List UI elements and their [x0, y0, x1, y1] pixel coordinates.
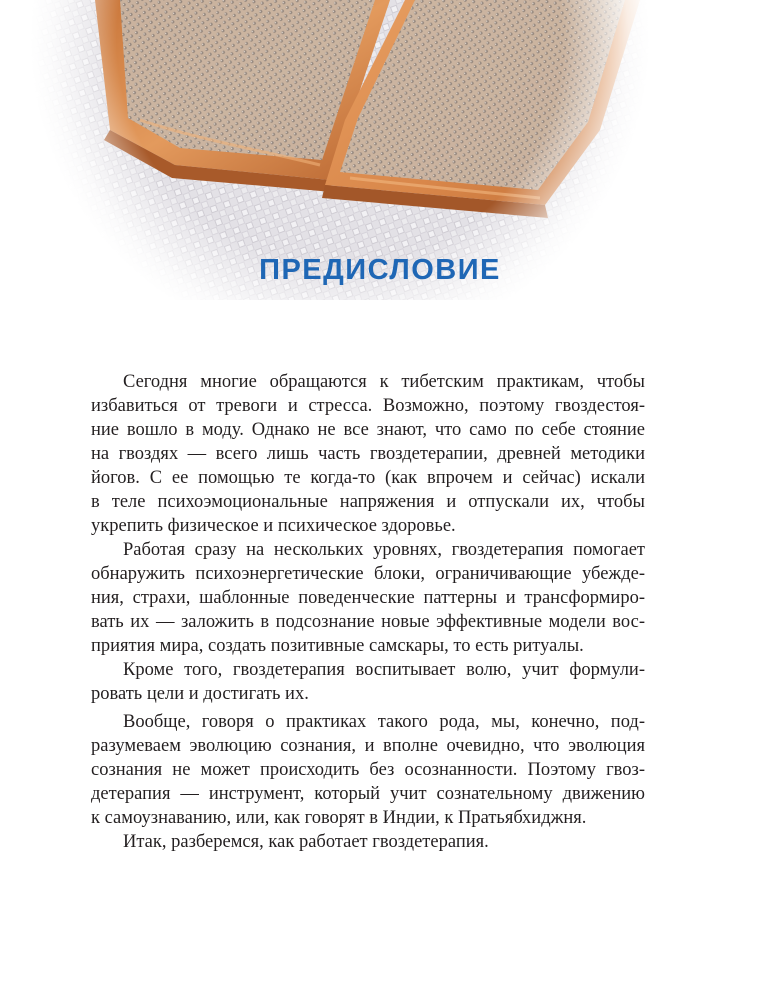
paragraph-5 — [91, 830, 645, 854]
text-line: укрепить физическое и психическое здоровье. — [91, 516, 456, 536]
paragraph-1 — [91, 370, 645, 538]
text-line: в теле психоэмоциональные напряжения и отпускали их, чтобы — [91, 492, 645, 512]
text-line: разумеваем эволюцию сознания, и вполне очевидно, что эволюция — [91, 736, 645, 756]
paragraph-3 — [91, 658, 645, 706]
text-line: Итак, разберемся, как работает гвоздетерапия. — [123, 832, 489, 852]
text-line: Работая сразу на нескольких уровнях, гвоздетерапия помогает — [123, 540, 645, 560]
paragraph-4 — [91, 710, 645, 830]
text-line: ровать цели и достигать их. — [91, 684, 309, 704]
text-line: на гвоздях — всего лишь часть гвоздетерапии, древней методики — [91, 444, 645, 464]
text-line: Вообще, говоря о практиках такого рода, мы, конечно, под- — [123, 712, 645, 732]
text-line: ния, страхи, шаблонные поведенческие паттерны и трансформиро- — [91, 588, 645, 608]
text-line: Сегодня многие обращаются к тибетским практикам, чтобы — [123, 372, 645, 392]
paragraph — [91, 710, 645, 854]
text-line: вать их — заложить в подсознание новые эффективные модели вос- — [91, 612, 645, 632]
text-line: Кроме того, гвоздетерапия воспитывает волю, учит формули- — [123, 660, 645, 680]
text-line: сознания не может происходить без осознанности. Поэтому гвоз- — [91, 760, 645, 780]
text-line: обнаружить психоэнергетические блоки, ограничивающие убежде- — [91, 564, 645, 584]
text-line: йогов. С ее помощью те когда-то (как впрочем и сейчас) искали — [91, 468, 645, 488]
paragraph-2 — [91, 538, 645, 658]
text-line: избавиться от тревоги и стресса. Возможно, поэтому гвоздестоя- — [91, 396, 645, 416]
text-line: приятия мира, создать позитивные самскары, то есть ритуалы. — [91, 636, 584, 656]
text-line: ние вошло в моду. Однако не все знают, что само по себе стояние — [91, 420, 645, 440]
paragraph — [91, 370, 645, 706]
text-line: детерапия — инструмент, который учит сознательному движению — [91, 784, 645, 804]
page-heading: ПРЕДИСЛОВИЕ — [259, 254, 501, 286]
text-line: к самоузнаванию, или, как говорят в Индии, к Пратьябхиджня. — [91, 808, 587, 828]
